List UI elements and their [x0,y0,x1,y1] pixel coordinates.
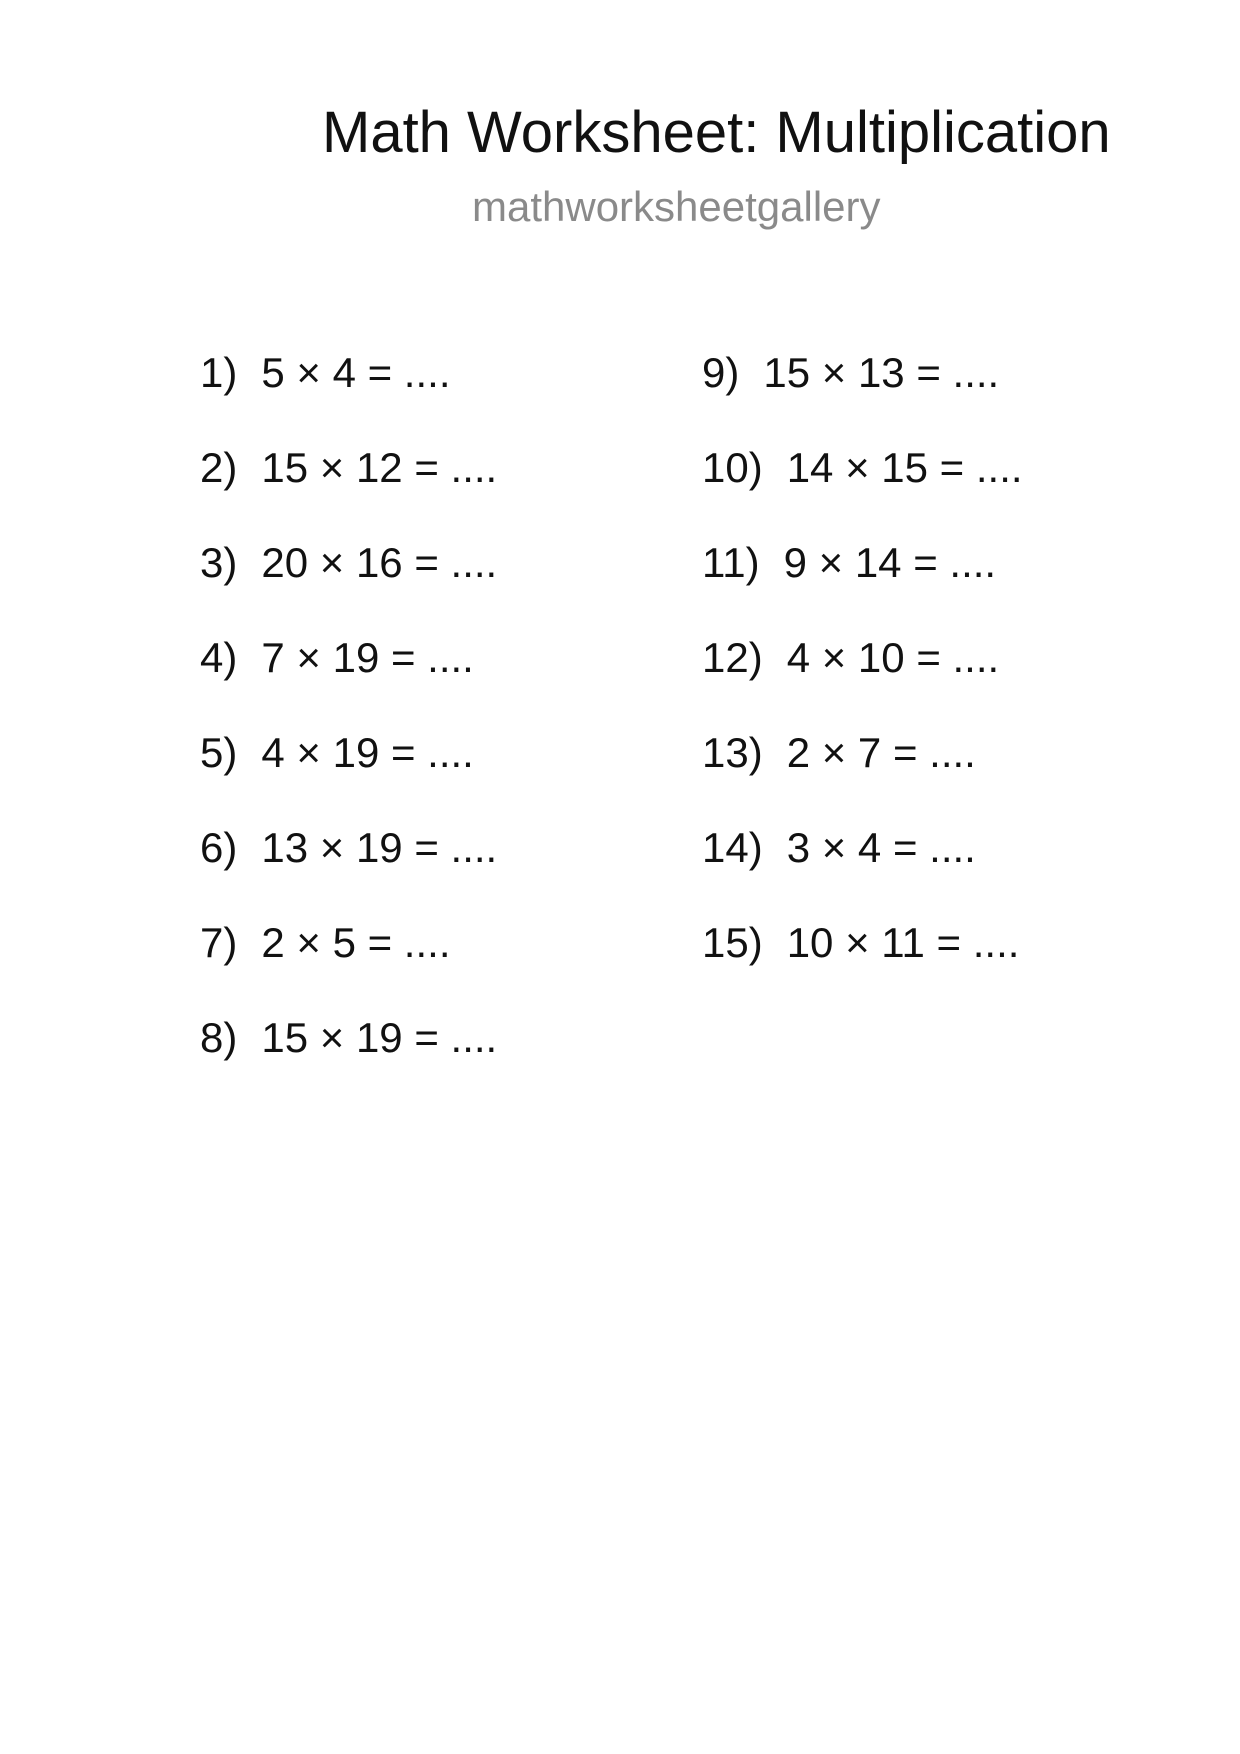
problem-number: 10) [702,444,763,491]
problem-item [200,444,498,542]
problem-item [702,729,1023,827]
problem-item [200,634,497,732]
problem-expression: 10 × 11 = .... [786,919,1020,966]
problem-expression: 7 × 19 = .... [261,634,474,681]
problem-item [200,824,498,922]
problem-number: 13) [702,729,763,776]
problem-item [200,1014,498,1112]
problem-expression: 15 × 13 = .... [763,349,1000,396]
problem-item [702,634,1023,732]
problem-item [200,349,497,447]
page-subtitle: mathworksheetgallery [472,183,881,230]
problem-expression: 4 × 19 = .... [261,729,474,776]
problem-expression: 9 × 14 = .... [783,539,997,586]
problem-expression: 14 × 15 = .... [786,444,1023,491]
problem-number: 2) [200,444,238,491]
problem-item [200,919,497,1017]
page-title: Math Worksheet: Multiplication [322,100,1111,165]
problem-expression: 5 × 4 = .... [261,349,451,396]
problem-expression: 4 × 10 = .... [786,634,1000,681]
worksheet-header [0,88,1240,248]
problem-item [702,444,1023,542]
problem-column-right [702,349,1023,1017]
problem-number: 5) [200,729,238,776]
problem-number: 3) [200,539,238,586]
problem-item [702,919,1023,1017]
problem-expression: 20 × 16 = .... [261,539,498,586]
problem-number: 9) [702,349,740,396]
problem-number: 6) [200,824,238,871]
problem-number: 12) [702,634,763,681]
problem-column-left [200,349,498,1112]
problem-expression: 3 × 4 = .... [786,824,976,871]
problem-item [200,539,498,637]
problem-item [702,539,1023,637]
problem-number: 1) [200,349,238,396]
problem-number: 14) [702,824,763,871]
problem-expression: 15 × 12 = .... [261,444,498,491]
problem-number: 8) [200,1014,238,1061]
problem-item [702,349,1023,447]
problem-expression: 15 × 19 = .... [261,1014,498,1061]
problem-number: 11) [702,539,760,586]
problem-item [702,824,1023,922]
problem-item [200,729,497,827]
problem-number: 4) [200,634,238,681]
problem-number: 15) [702,919,763,966]
problem-expression: 2 × 5 = .... [261,919,451,966]
problem-expression: 2 × 7 = .... [786,729,976,776]
problem-list [0,349,1240,1112]
problem-number: 7) [200,919,238,966]
problem-expression: 13 × 19 = .... [261,824,498,871]
